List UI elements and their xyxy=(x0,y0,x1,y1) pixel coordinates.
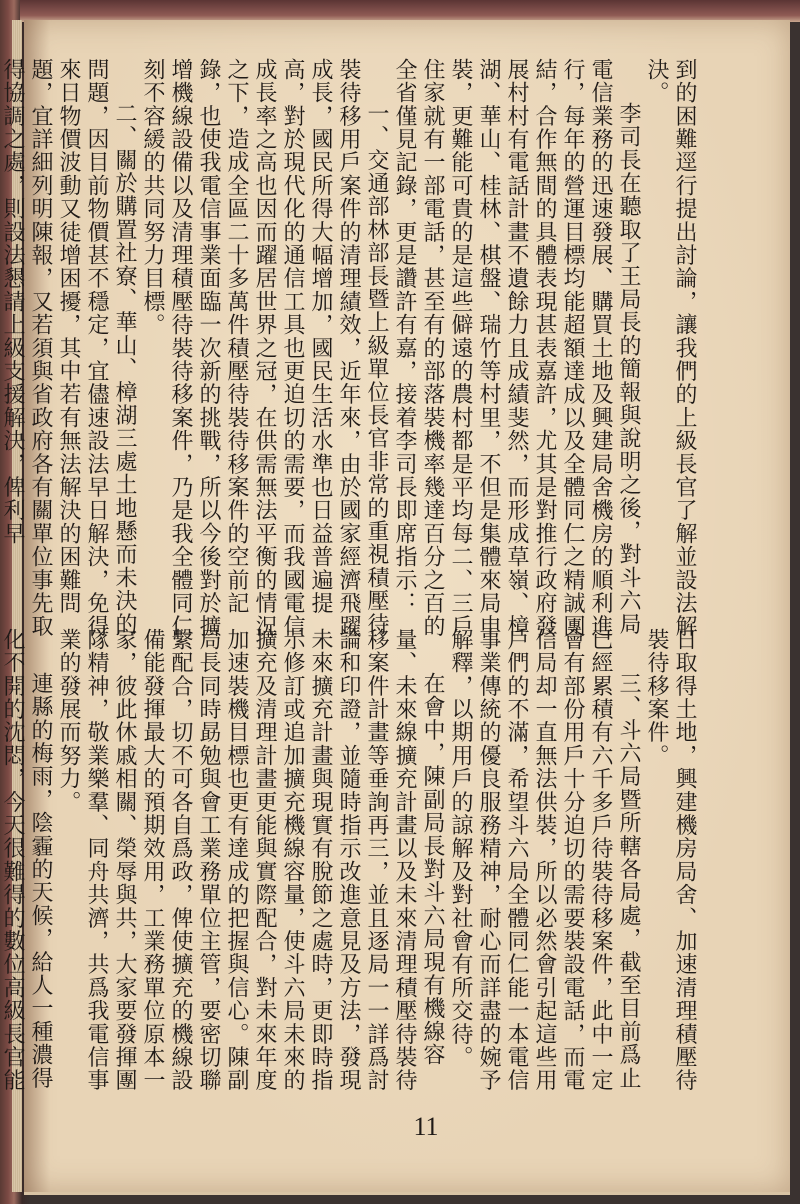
document-page xyxy=(0,20,790,1195)
paragraph: 三、斗六局暨所轄各局處，截至目前爲止已經累積有六千多戶待裝待移案件，此中一定會有部份用戶十分迫切的需要裝設電話，而電信局却一直無法供裝，所以必然會引起這些用戶們的不滿，希望斗六局全體同仁能一本電信事業傳統的優良服務精神，耐心而詳盡的婉予解釋，以期用戶的諒解及對社會有所交待。 xyxy=(448,628,641,1092)
paragraph: 在會中，陳副局長對斗六局現有機線容量、未來線擴充計畫以及未來清理積壓待裝待移案件計畫等垂詢再三，並且逐局一一詳爲討論和印證，並隨時指示改進意見及方法，發現未來擴充計畫與現實有脫節之處時，更即時指示修訂或追加擴充機線容量，使斗六局未來的擴充及清理計畫更能與實際配合，對未來年度加速裝機目標也更有達成的把握與信心。陳副局長同時勗勉與會工業務單位主管，要密切聯繫配合，切不可各自爲政，俾使擴充的機線設備能發揮最大的預期效用，工業務單位原本一家，彼此休戚相關、榮辱與共，大家要發揮團隊精神，敬業樂羣、同舟共濟，共爲我電信事業的發展而努力。 xyxy=(56,628,445,1092)
book-cover-edge xyxy=(20,0,800,22)
page-number: 11 xyxy=(413,1112,439,1141)
paragraph: 李司長在聽取了王局長的簡報與說明之後，對斗六局電信業務的迅速發展、購買土地及興建局舍機房的順利進行，每年的營運目標均能超額達成以及全體同仁之精誠團結，合作無間的具體表現甚表嘉許，尤其是對推行政府發展村村有電話計畫不遺餘力且成績斐然，而形成草嶺、樟湖、華山、桂林、棋盤、瑞竹等村里，不但是集體來局申裝，更難能可貴的是這些僻遠的農村都是平均每二、三戶住家就有一部電話，甚至有的部落裝機率幾達百分之百的全省僅見記錄，更是讚許有嘉，接着李司長即席指示： xyxy=(392,58,641,638)
paragraph: 到的困難逕行提出討論，讓我們的上級長官了解並設法解決。 xyxy=(644,58,697,638)
bottom-text-block xyxy=(0,628,698,1098)
paragraph: 日取得土地，興建機房局舍、加速清理積壓待裝待移案件。 xyxy=(644,628,697,1092)
paragraph: 二、關於購置社寮、華山、樟湖三處土地懸而未決的問題，因目前物價甚不穩定，宜儘速設法早日解決，免得來日物價波動又徒增困擾，其中若有無法解決的困難問題，宜詳細列明陳報，又若須與省政府各有關單位事先取得協調之處，則設法懇請上級支援解決，俾利早 xyxy=(0,58,137,638)
paragraph: 連縣的梅雨，陰霾的天候，給人一種濃得化不開的沈悶，今天很難得的數位高級長官能 xyxy=(0,628,53,1092)
top-text-block xyxy=(0,58,698,638)
paragraph: 一、交通部林部長暨上級單位長官非常的重視積壓待裝待移用戶案件的清理績效，近年來，由於國家經濟飛躍成長，國民所得大幅增加，國民生活水準也日益普遍提高，對於現代化的通信工具也更迫切的需要，而我國電信成長率之高也因而躍居世界之冠，在供需無法平衡的情況之下，造成全區二十多萬件積壓待裝待移案件的空前記錄，也使我電信事業面臨一次新的挑戰，所以今後對於擴增機線設備以及清理積壓待裝待移案件，乃是我全體同仁刻不容緩的共同努力目標。 xyxy=(140,58,389,638)
